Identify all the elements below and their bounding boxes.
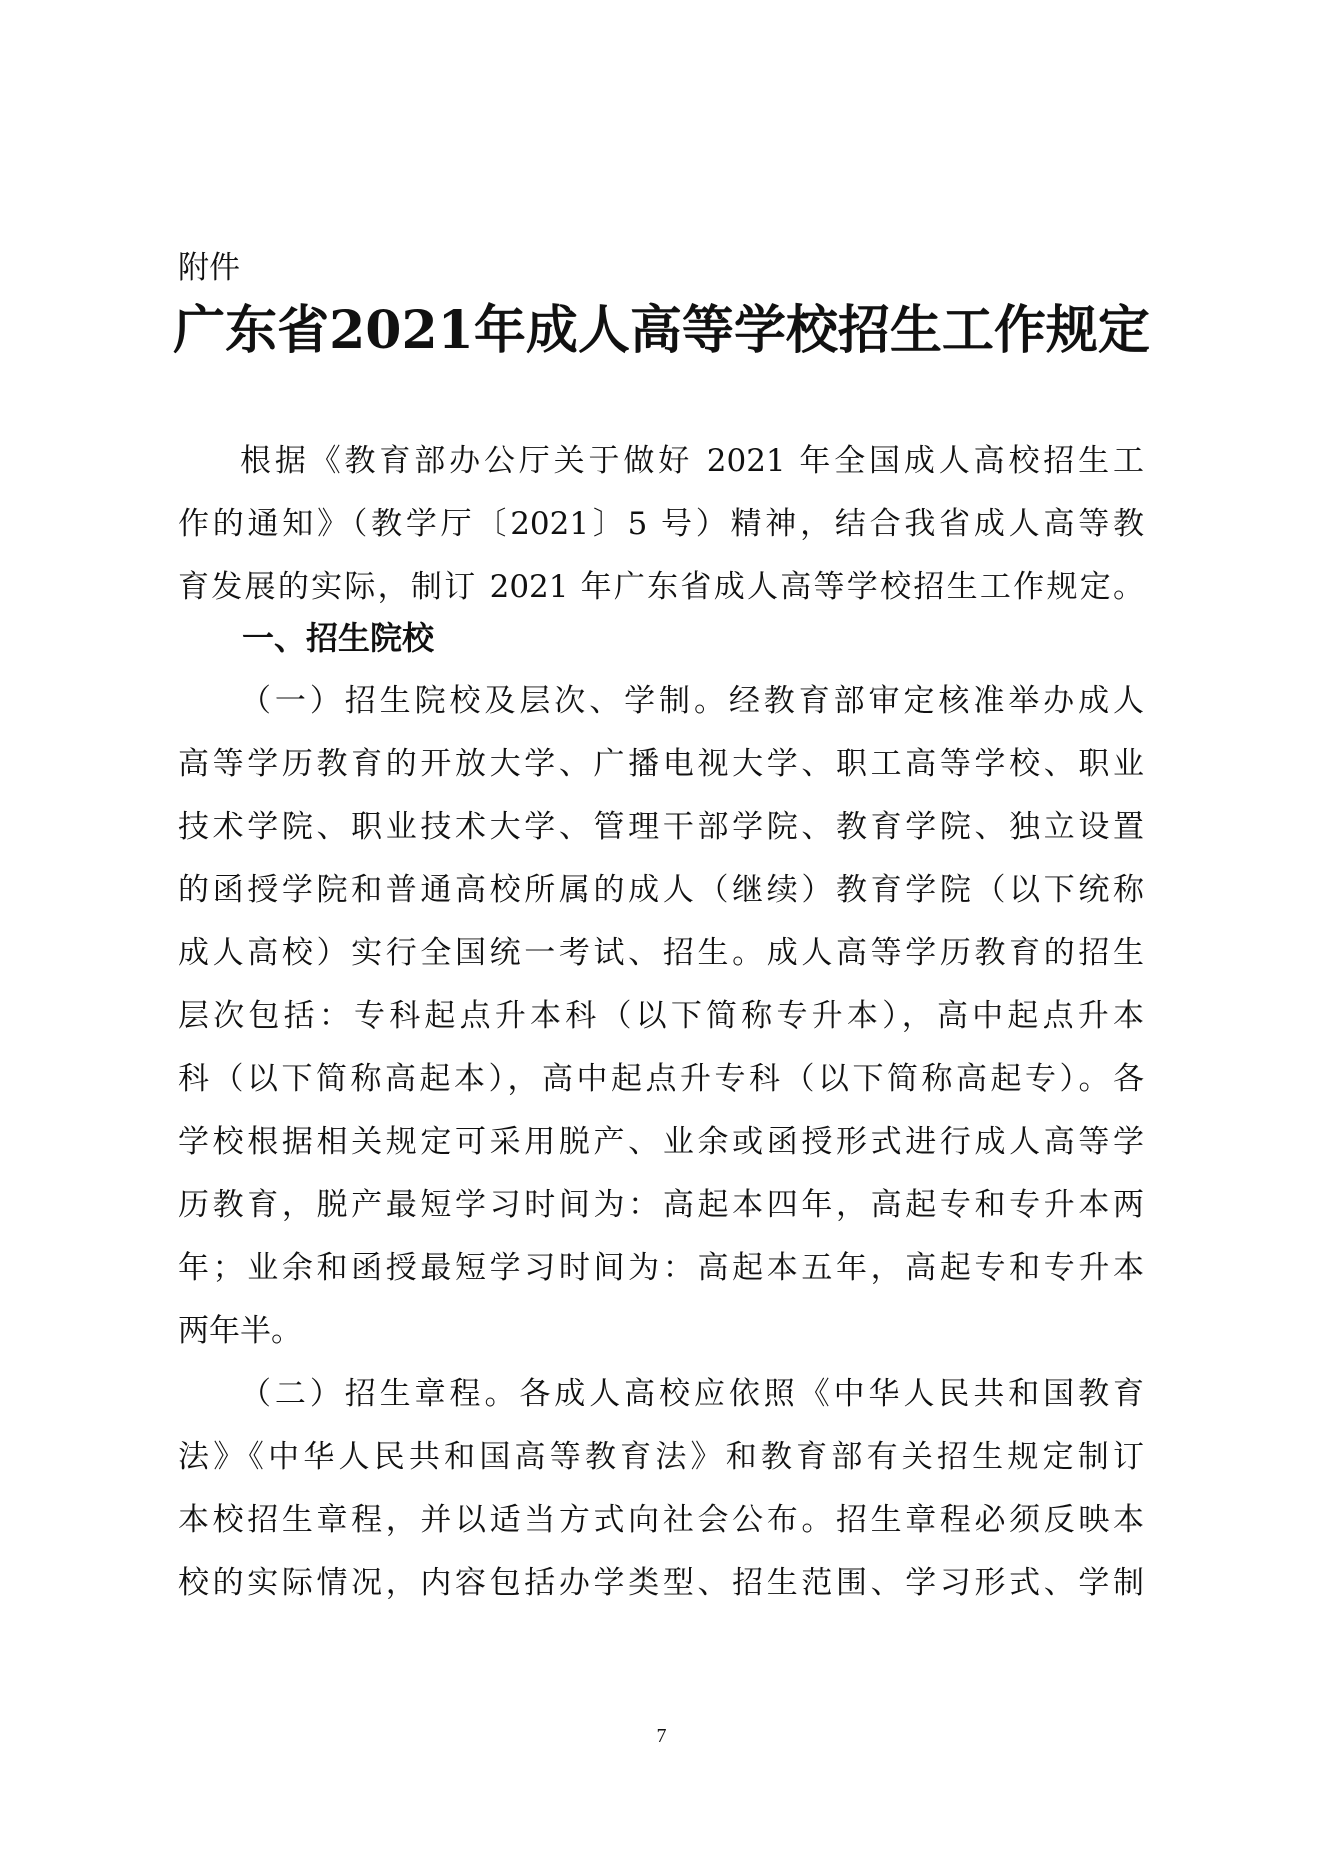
- document-title: 广东省2021年成人高等学校招生工作规定: [173, 300, 1150, 361]
- paragraph-line: 层次包括：专科起点升本科（以下简称专升本），高中起点升本: [178, 998, 1144, 1034]
- paragraph-line: 历教育，脱产最短学习时间为：高起本四年，高起专和专升本两: [178, 1187, 1144, 1223]
- intro-line: 作的通知》（教学厅〔2021〕5 号）精神，结合我省成人高等教: [178, 506, 1144, 542]
- intro-line: 根据《教育部办公厅关于做好 2021 年全国成人高校招生工: [240, 443, 1144, 479]
- paragraph-line: 两年半。: [178, 1313, 302, 1349]
- page-number: 7: [656, 1725, 667, 1747]
- intro-line: 育发展的实际，制订 2021 年广东省成人高等学校招生工作规定。: [178, 569, 1144, 605]
- attachment-label: 附件: [178, 250, 240, 286]
- paragraph-line: 科（以下简称高起本），高中起点升专科（以下简称高起专）。各: [178, 1061, 1144, 1097]
- paragraph-line: 本校招生章程，并以适当方式向社会公布。招生章程必须反映本: [178, 1502, 1144, 1538]
- paragraph-line: 高等学历教育的开放大学、广播电视大学、职工高等学校、职业: [178, 746, 1144, 782]
- paragraph-line: 校的实际情况，内容包括办学类型、招生范围、学习形式、学制: [178, 1565, 1144, 1601]
- paragraph-line: 技术学院、职业技术大学、管理干部学院、教育学院、独立设置: [178, 809, 1144, 845]
- paragraph-line: （二）招生章程。各成人高校应依照《中华人民共和国教育: [240, 1376, 1144, 1412]
- section-heading: 一、招生院校: [242, 619, 435, 657]
- paragraph-line: 年；业余和函授最短学习时间为：高起本五年，高起专和专升本: [178, 1250, 1144, 1286]
- paragraph-line: 成人高校）实行全国统一考试、招生。成人高等学历教育的招生: [178, 935, 1144, 971]
- paragraph-line: 的函授学院和普通高校所属的成人（继续）教育学院（以下统称: [178, 872, 1144, 908]
- paragraph-line: 法》《中华人民共和国高等教育法》和教育部有关招生规定制订: [178, 1439, 1144, 1475]
- paragraph-line: （一）招生院校及层次、学制。经教育部审定核准举办成人: [240, 683, 1144, 719]
- paragraph-line: 学校根据相关规定可采用脱产、业余或函授形式进行成人高等学: [178, 1124, 1144, 1160]
